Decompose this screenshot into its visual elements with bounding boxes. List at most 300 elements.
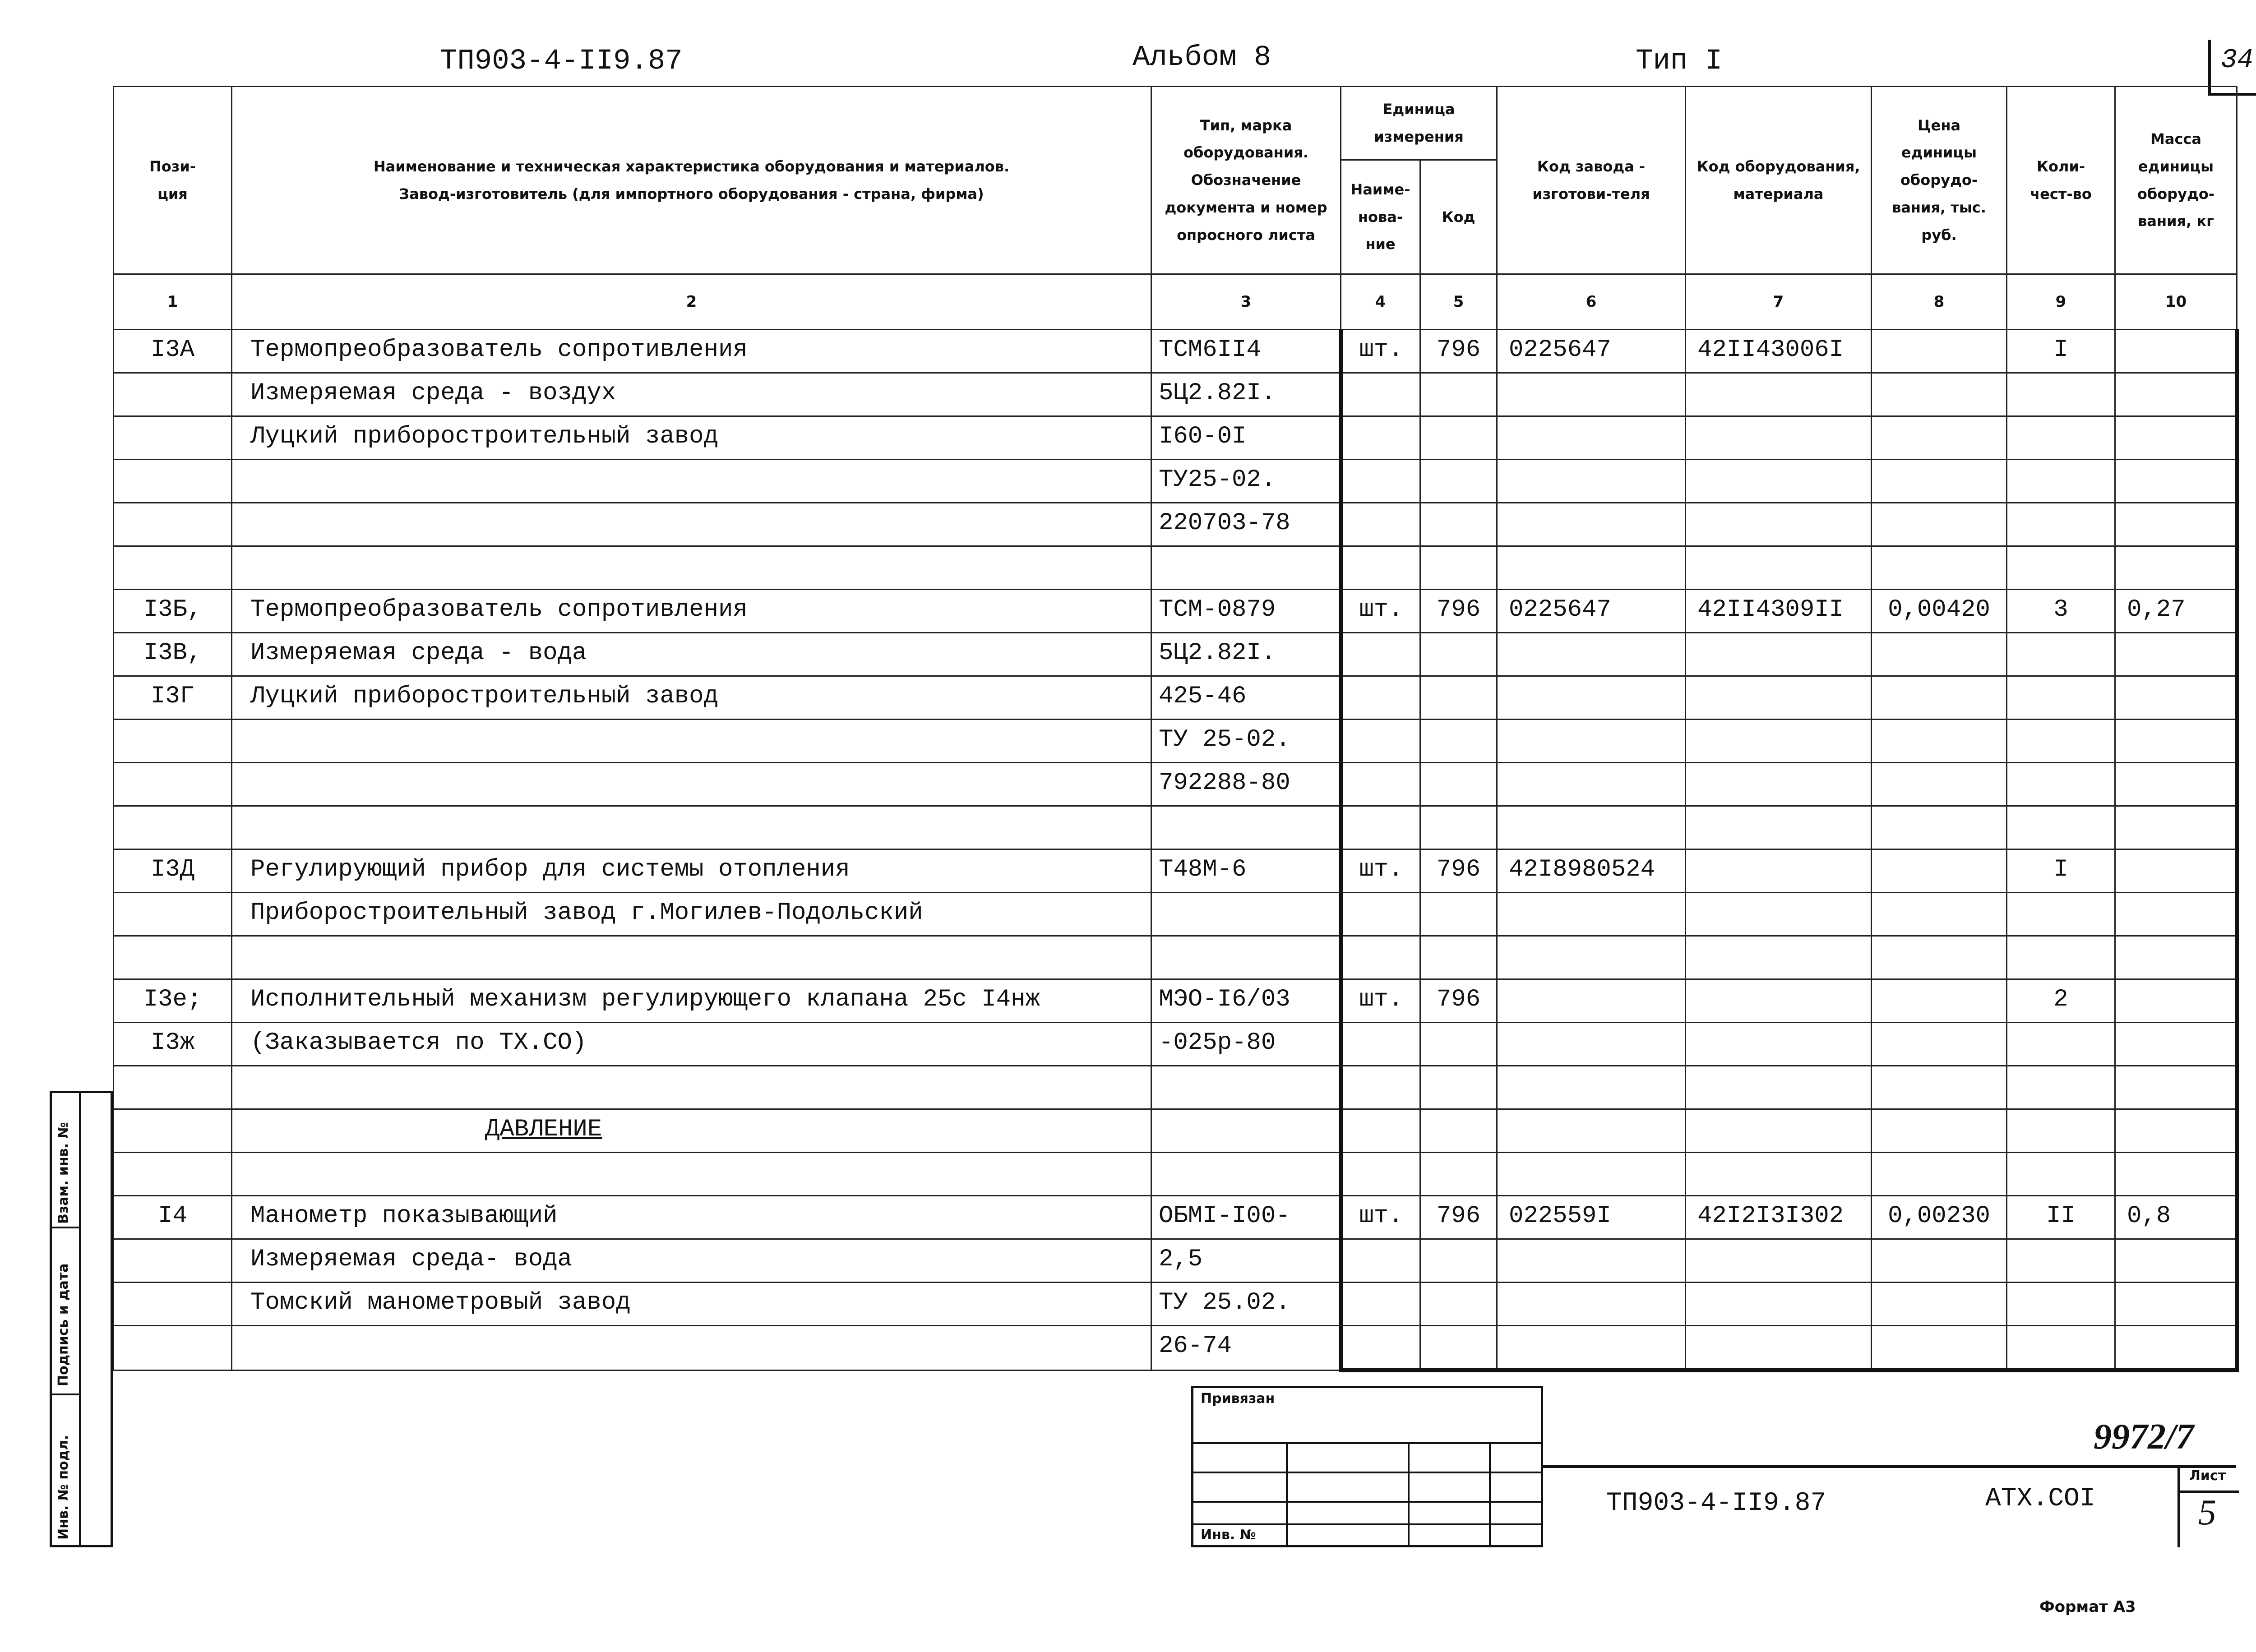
cell-type: ТУ 25.02. — [1151, 1283, 1341, 1326]
cell-code — [1420, 1066, 1497, 1109]
cell-equip — [1686, 416, 1872, 460]
cell-pos — [114, 720, 232, 763]
cell-price — [1872, 1066, 2007, 1109]
cell-factory — [1497, 979, 1686, 1023]
cell-mass — [2115, 849, 2237, 893]
cell-unit — [1341, 1326, 1420, 1371]
cell-mass — [2115, 893, 2237, 936]
cell-qty: I — [2007, 330, 2115, 373]
cell-code: 796 — [1420, 1196, 1497, 1239]
cell-pos: I3А — [114, 330, 232, 373]
cell-price — [1872, 936, 2007, 979]
cell-qty — [2007, 1153, 2115, 1196]
cell-qty — [2007, 1109, 2115, 1153]
cell-pos: I4 — [114, 1196, 232, 1239]
cell-unit — [1341, 373, 1420, 416]
cell-equip — [1686, 893, 1872, 936]
cell-type: 2,5 — [1151, 1239, 1341, 1283]
cell-equip — [1686, 676, 1872, 720]
colnum-10: 10 — [2115, 274, 2237, 330]
colnum-1: 1 — [114, 274, 232, 330]
cell-unit — [1341, 1239, 1420, 1283]
cell-code — [1420, 893, 1497, 936]
table-row — [114, 330, 2237, 373]
cell-pos — [114, 806, 232, 849]
cell-mass — [2115, 720, 2237, 763]
table-row — [114, 806, 2237, 849]
table-row — [114, 460, 2237, 503]
stamp-inv-no: Инв. № — [1201, 1527, 1256, 1543]
cell-unit — [1341, 633, 1420, 676]
cell-type: Т48М-6 — [1151, 849, 1341, 893]
cell-pos: I3Б, — [114, 590, 232, 633]
cell-name — [232, 763, 1151, 806]
cell-price — [1872, 1239, 2007, 1283]
format-label: Формат А3 — [2039, 1598, 2136, 1616]
cell-type: 5Ц2.82I. — [1151, 633, 1341, 676]
table-row — [114, 416, 2237, 460]
cell-name: Луцкий приборостроительный завод — [232, 416, 1151, 460]
cell-price — [1872, 330, 2007, 373]
cell-name: Луцкий приборостроительный завод — [232, 676, 1151, 720]
cell-qty: I — [2007, 849, 2115, 893]
cell-name: Манометр показывающий — [232, 1196, 1151, 1239]
cell-pos — [114, 1153, 232, 1196]
cell-price — [1872, 893, 2007, 936]
cell-factory — [1497, 546, 1686, 590]
header-pos: Пози- ция — [114, 87, 232, 274]
cell-unit: шт. — [1341, 330, 1420, 373]
table-row — [114, 763, 2237, 806]
cell-code — [1420, 460, 1497, 503]
cell-mass — [2115, 633, 2237, 676]
cell-price — [1872, 503, 2007, 546]
cell-equip: 42I2I3I302 — [1686, 1196, 1872, 1239]
specification-table — [113, 86, 2239, 1372]
cell-price — [1872, 1326, 2007, 1371]
cell-factory — [1497, 893, 1686, 936]
sheet-number: 5 — [2198, 1493, 2216, 1532]
cell-mass — [2115, 373, 2237, 416]
cell-equip: 42II4309II — [1686, 590, 1872, 633]
cell-code — [1420, 720, 1497, 763]
table-row — [114, 893, 2237, 936]
cell-code — [1420, 676, 1497, 720]
cell-pos — [114, 1066, 232, 1109]
cell-mass — [2115, 330, 2237, 373]
cell-mass — [2115, 936, 2237, 979]
cell-price: 0,00420 — [1872, 590, 2007, 633]
cell-factory — [1497, 1153, 1686, 1196]
cell-equip — [1686, 503, 1872, 546]
cell-code — [1420, 1153, 1497, 1196]
cell-factory — [1497, 373, 1686, 416]
cell-pos: I3е; — [114, 979, 232, 1023]
cell-name — [232, 1326, 1151, 1371]
header-column-numbers — [114, 274, 2237, 330]
cell-unit — [1341, 1283, 1420, 1326]
cell-factory — [1497, 1023, 1686, 1066]
colnum-7: 7 — [1686, 274, 1872, 330]
cell-qty: II — [2007, 1196, 2115, 1239]
cell-factory — [1497, 416, 1686, 460]
cell-type — [1151, 893, 1341, 936]
cell-name — [232, 546, 1151, 590]
cell-name — [232, 1066, 1151, 1109]
cell-mass — [2115, 806, 2237, 849]
header-factory-code: Код завода - изготови-теля — [1497, 87, 1686, 274]
cell-type: 26-74 — [1151, 1326, 1341, 1371]
margin-sign-date: Подпись и дата — [55, 1263, 71, 1386]
cell-factory — [1497, 633, 1686, 676]
table-row — [114, 590, 2237, 633]
header-unit-name: Наиме-нова-ние — [1341, 160, 1420, 274]
cell-factory — [1497, 676, 1686, 720]
cell-factory — [1497, 720, 1686, 763]
cell-name — [232, 503, 1151, 546]
header-name: Наименование и техническая характеристика оборудования и материалов. Завод-изготовитель (для импортного оборудования - страна, фирма) — [232, 87, 1151, 274]
cell-unit — [1341, 1066, 1420, 1109]
cell-unit — [1341, 676, 1420, 720]
cell-qty — [2007, 763, 2115, 806]
cell-price — [1872, 460, 2007, 503]
cell-factory — [1497, 936, 1686, 979]
cell-equip — [1686, 460, 1872, 503]
colnum-5: 5 — [1420, 274, 1497, 330]
cell-unit: шт. — [1341, 979, 1420, 1023]
cell-factory — [1497, 1066, 1686, 1109]
cell-qty — [2007, 806, 2115, 849]
table-row — [114, 1196, 2237, 1239]
cell-price — [1872, 806, 2007, 849]
cell-code — [1420, 416, 1497, 460]
table-row — [114, 676, 2237, 720]
cell-code — [1420, 546, 1497, 590]
cell-pos: I3ж — [114, 1023, 232, 1066]
cell-price — [1872, 1109, 2007, 1153]
cell-name: Измеряемая среда- вода — [232, 1239, 1151, 1283]
cell-price — [1872, 763, 2007, 806]
cell-code: 796 — [1420, 849, 1497, 893]
cell-price — [1872, 676, 2007, 720]
cell-mass: 0,8 — [2115, 1196, 2237, 1239]
cell-unit — [1341, 936, 1420, 979]
cell-code — [1420, 1326, 1497, 1371]
cell-qty: 3 — [2007, 590, 2115, 633]
binding-stamp — [1191, 1386, 1543, 1547]
cell-pos — [114, 893, 232, 936]
cell-equip — [1686, 1283, 1872, 1326]
handwritten-number: 9972/7 — [2094, 1417, 2194, 1457]
cell-equip — [1686, 373, 1872, 416]
cell-code — [1420, 373, 1497, 416]
colnum-4: 4 — [1341, 274, 1420, 330]
cell-equip — [1686, 546, 1872, 590]
cell-equip — [1686, 720, 1872, 763]
table-row — [114, 936, 2237, 979]
cell-name: Приборостроительный завод г.Могилев-Подольский — [232, 893, 1151, 936]
title-doc-code: ТП903-4-II9.87 — [1606, 1489, 1826, 1518]
table-row — [114, 1023, 2237, 1066]
cell-name: Исполнительный механизм регулирующего клапана 25с I4нж — [232, 979, 1151, 1023]
table-row — [114, 979, 2237, 1023]
cell-price — [1872, 416, 2007, 460]
cell-name — [232, 720, 1151, 763]
cell-price — [1872, 1283, 2007, 1326]
cell-type — [1151, 806, 1341, 849]
cell-code — [1420, 763, 1497, 806]
cell-type: ТУ25-02. — [1151, 460, 1341, 503]
cell-unit — [1341, 1109, 1420, 1153]
cell-code — [1420, 1023, 1497, 1066]
cell-name: Измеряемая среда - вода — [232, 633, 1151, 676]
cell-equip — [1686, 763, 1872, 806]
cell-equip — [1686, 849, 1872, 893]
margin-inv-zam: Взам. инв. № — [55, 1122, 71, 1224]
cell-price — [1872, 373, 2007, 416]
cell-equip — [1686, 1239, 1872, 1283]
cell-name — [232, 460, 1151, 503]
cell-pos — [114, 503, 232, 546]
cell-type: I60-0I — [1151, 416, 1341, 460]
cell-unit — [1341, 503, 1420, 546]
colnum-8: 8 — [1872, 274, 2007, 330]
cell-factory — [1497, 1109, 1686, 1153]
cell-code — [1420, 633, 1497, 676]
cell-code: 796 — [1420, 330, 1497, 373]
header-equip-code: Код оборудования, материала — [1686, 87, 1872, 274]
cell-factory — [1497, 763, 1686, 806]
title-atx-code: АТХ.СОI — [1985, 1484, 2095, 1514]
header-price: Цена единицы оборудо-вания, тыс. руб. — [1872, 87, 2007, 274]
cell-code — [1420, 1109, 1497, 1153]
cell-mass — [2115, 546, 2237, 590]
cell-name: (Заказывается по ТХ.СО) — [232, 1023, 1151, 1066]
margin-stamp-strip — [50, 1091, 113, 1547]
cell-factory — [1497, 1239, 1686, 1283]
cell-unit — [1341, 720, 1420, 763]
colnum-9: 9 — [2007, 274, 2115, 330]
cell-price — [1872, 849, 2007, 893]
cell-code — [1420, 1239, 1497, 1283]
cell-factory — [1497, 806, 1686, 849]
cell-factory — [1497, 1283, 1686, 1326]
cell-pos: I3В, — [114, 633, 232, 676]
cell-name: ДАВЛЕНИЕ — [232, 1109, 1151, 1153]
cell-qty — [2007, 936, 2115, 979]
cell-pos — [114, 373, 232, 416]
cell-mass — [2115, 1239, 2237, 1283]
cell-factory: 0225647 — [1497, 330, 1686, 373]
cell-name: Термопреобразователь сопротивления — [232, 330, 1151, 373]
cell-mass — [2115, 676, 2237, 720]
cell-type: МЭО-I6/03 — [1151, 979, 1341, 1023]
cell-unit: шт. — [1341, 849, 1420, 893]
cell-factory: 022559I — [1497, 1196, 1686, 1239]
cell-equip — [1686, 936, 1872, 979]
cell-mass — [2115, 1283, 2237, 1326]
cell-name: Измеряемая среда - воздух — [232, 373, 1151, 416]
cell-equip — [1686, 1109, 1872, 1153]
cell-code — [1420, 936, 1497, 979]
cell-name — [232, 806, 1151, 849]
cell-pos — [114, 1239, 232, 1283]
cell-type: 425-46 — [1151, 676, 1341, 720]
colnum-3: 3 — [1151, 274, 1341, 330]
corner-sheet-number: 34 — [2221, 45, 2254, 76]
table-row — [114, 720, 2237, 763]
cell-code: 796 — [1420, 979, 1497, 1023]
cell-unit: шт. — [1341, 590, 1420, 633]
cell-pos: I3Г — [114, 676, 232, 720]
cell-type — [1151, 1109, 1341, 1153]
cell-equip — [1686, 806, 1872, 849]
cell-pos — [114, 416, 232, 460]
header-mass: Масса единицы оборудо-вания, кг — [2115, 87, 2237, 274]
cell-pos — [114, 936, 232, 979]
cell-mass: 0,27 — [2115, 590, 2237, 633]
cell-pos — [114, 460, 232, 503]
colnum-2: 2 — [232, 274, 1151, 330]
cell-equip — [1686, 1153, 1872, 1196]
table-row — [114, 546, 2237, 590]
cell-unit — [1341, 1153, 1420, 1196]
cell-mass — [2115, 1109, 2237, 1153]
cell-code: 796 — [1420, 590, 1497, 633]
cell-mass — [2115, 1023, 2237, 1066]
cell-pos — [114, 1283, 232, 1326]
cell-type — [1151, 1153, 1341, 1196]
cell-price: 0,00230 — [1872, 1196, 2007, 1239]
cell-pos — [114, 546, 232, 590]
table-row — [114, 1283, 2237, 1326]
table-row — [114, 1239, 2237, 1283]
cell-name: Регулирующий прибор для системы отопления — [232, 849, 1151, 893]
cell-mass — [2115, 979, 2237, 1023]
cell-unit: шт. — [1341, 1196, 1420, 1239]
cell-unit — [1341, 416, 1420, 460]
header-doc-code: ТП903-4-II9.87 — [440, 45, 683, 78]
cell-code — [1420, 806, 1497, 849]
cell-mass — [2115, 1326, 2237, 1371]
sheet-number-box — [2177, 1465, 2239, 1547]
cell-pos: I3Д — [114, 849, 232, 893]
cell-type: 5Ц2.82I. — [1151, 373, 1341, 416]
table-row — [114, 503, 2237, 546]
cell-factory — [1497, 503, 1686, 546]
cell-type: 792288-80 — [1151, 763, 1341, 806]
cell-mass — [2115, 1153, 2237, 1196]
cell-equip: 42II43006I — [1686, 330, 1872, 373]
cell-factory — [1497, 1326, 1686, 1371]
cell-equip — [1686, 633, 1872, 676]
cell-unit — [1341, 806, 1420, 849]
cell-unit — [1341, 460, 1420, 503]
table-body — [114, 330, 2237, 1371]
cell-pos — [114, 1326, 232, 1371]
cell-qty: 2 — [2007, 979, 2115, 1023]
cell-price — [1872, 546, 2007, 590]
cell-type: ТУ 25-02. — [1151, 720, 1341, 763]
cell-qty — [2007, 676, 2115, 720]
cell-qty — [2007, 1326, 2115, 1371]
cell-mass — [2115, 416, 2237, 460]
cell-unit — [1341, 546, 1420, 590]
cell-price — [1872, 633, 2007, 676]
cell-factory: 0225647 — [1497, 590, 1686, 633]
cell-qty — [2007, 460, 2115, 503]
cell-mass — [2115, 503, 2237, 546]
stamp-privyazan: Привязан — [1201, 1391, 1275, 1407]
cell-pos — [114, 1109, 232, 1153]
cell-qty — [2007, 546, 2115, 590]
cell-name — [232, 936, 1151, 979]
header-unit-group: Единица измерения — [1341, 87, 1497, 160]
cell-qty — [2007, 503, 2115, 546]
cell-code — [1420, 503, 1497, 546]
colnum-6: 6 — [1497, 274, 1686, 330]
cell-type — [1151, 546, 1341, 590]
cell-unit — [1341, 893, 1420, 936]
header-album: Альбом 8 — [1133, 42, 1271, 74]
cell-equip — [1686, 979, 1872, 1023]
cell-equip — [1686, 1326, 1872, 1371]
cell-qty — [2007, 1283, 2115, 1326]
cell-factory — [1497, 460, 1686, 503]
header-type: Тип I — [1636, 45, 1723, 78]
cell-mass — [2115, 1066, 2237, 1109]
cell-unit — [1341, 1023, 1420, 1066]
cell-type: 220703-78 — [1151, 503, 1341, 546]
table-row — [114, 1326, 2237, 1371]
header-unit-code: Код — [1420, 160, 1497, 274]
table-row — [114, 373, 2237, 416]
cell-qty — [2007, 373, 2115, 416]
cell-price — [1872, 720, 2007, 763]
margin-inv-podl: Инв. № подл. — [55, 1435, 71, 1540]
cell-price — [1872, 979, 2007, 1023]
table-row — [114, 1109, 2237, 1153]
cell-qty — [2007, 893, 2115, 936]
sheet-label: Лист — [2189, 1468, 2226, 1484]
cell-qty — [2007, 633, 2115, 676]
cell-price — [1872, 1023, 2007, 1066]
cell-price — [1872, 1153, 2007, 1196]
cell-equip — [1686, 1023, 1872, 1066]
cell-type — [1151, 936, 1341, 979]
header-row-1 — [114, 87, 2237, 160]
cell-mass — [2115, 763, 2237, 806]
table-row — [114, 1066, 2237, 1109]
cell-mass — [2115, 460, 2237, 503]
cell-type: -025р-80 — [1151, 1023, 1341, 1066]
title-block-line — [1543, 1465, 2236, 1468]
table-row — [114, 1153, 2237, 1196]
cell-qty — [2007, 416, 2115, 460]
cell-qty — [2007, 1066, 2115, 1109]
cell-name: Термопреобразователь сопротивления — [232, 590, 1151, 633]
cell-pos — [114, 763, 232, 806]
header-type: Тип, марка оборудования. Обозначение документа и номер опросного листа — [1151, 87, 1341, 274]
cell-name: Томский манометровый завод — [232, 1283, 1151, 1326]
table-row — [114, 633, 2237, 676]
cell-qty — [2007, 1239, 2115, 1283]
cell-type: ОБМI-I00- — [1151, 1196, 1341, 1239]
cell-name — [232, 1153, 1151, 1196]
cell-type: ТСМ6II4 — [1151, 330, 1341, 373]
cell-equip — [1686, 1066, 1872, 1109]
cell-qty — [2007, 720, 2115, 763]
